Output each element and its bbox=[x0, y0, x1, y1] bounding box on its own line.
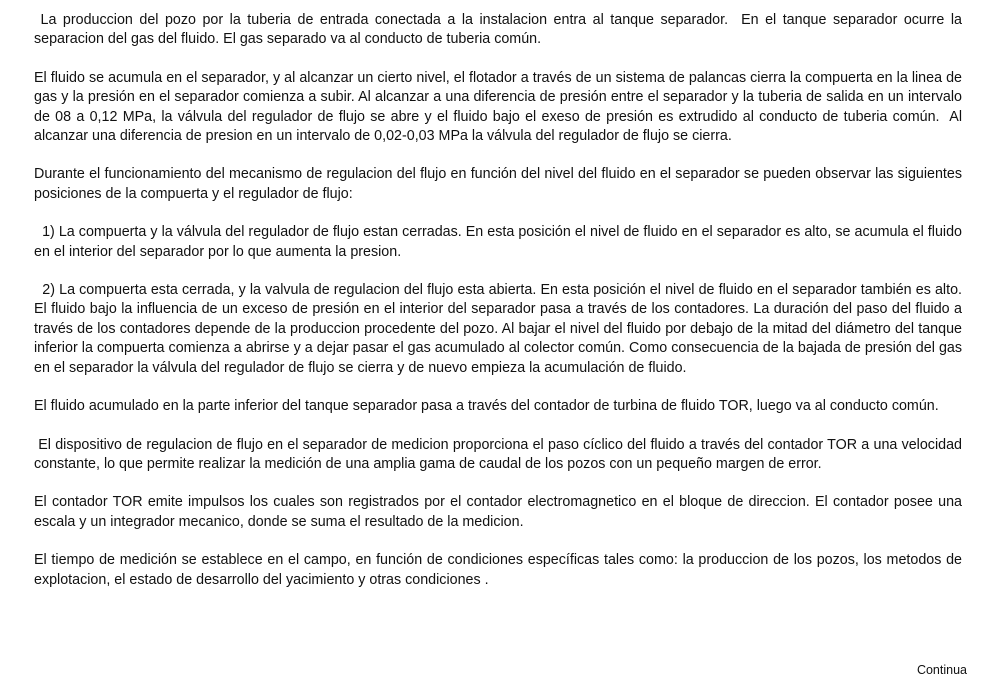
paragraph-position-1: 1) La compuerta y la válvula del regulador de flujo estan cerradas. En esta posición el nivel de fluido en el separador es alto, se acumula el fluido en el interior del separador por lo que aumenta la presion. bbox=[34, 224, 966, 260]
paragraph-regulation-device: El dispositivo de regulacion de flujo en el separador de medicion proporciona el paso cíclico del fluido a través del contador TOR a una velocidad constante, lo que permite realizar la medición de una amplia gama de caudal de los pozos con un pequeño margen de error. bbox=[34, 436, 966, 472]
paragraph-tor-flow: El fluido acumulado en la parte inferior del tanque separador pasa a través del contador de turbina de fluido TOR, luego va al conducto común. bbox=[34, 398, 939, 415]
paragraph-position-2: 2) La compuerta esta cerrada, y la valvula de regulacion del flujo esta abierta. En esta posición el nivel de fluido en el separador también es alto. El fluido bajo la influencia de un exceso de presión en el interior del separador pasa a través de los contadores. La duración del paso del fluido a través de los contadores depende de la produccion procedente del pozo. Al bajar el nivel del fluido por debajo de la mitad del diámetro del tanque inferior la compuerta comienza a abrirse y a dejar pasar el gas acumulado al colector común. Como consecuencia de la bajada de presión del gas en el separador la válvula del regulador de flujo se cierra y de nuevo empieza la acumulación de fluido. bbox=[34, 282, 966, 376]
paragraph-positions-intro: Durante el funcionamiento del mecanismo de regulacion del flujo en función del nivel del fluido en el separador se pueden observar las siguientes posiciones de la compuerta y el regulador de flujo: bbox=[34, 166, 966, 202]
paragraph-intro: La produccion del pozo por la tuberia de entrada conectada a la instalacion entra al tanque separador. En el tanque separador ocurre la separacion del gas del fluido. El gas separado va al conducto de tuberia común. bbox=[34, 12, 966, 48]
document-body bbox=[34, 11, 966, 609]
paragraph-measurement-time: El tiempo de medición se establece en el campo, en función de condiciones específicas tales como: la produccion de los pozos, los metodos de explotacion, el estado de desarrollo del yacimiento y otras condiciones . bbox=[34, 552, 966, 588]
paragraph-accumulation: El fluido se acumula en el separador, y al alcanzar un cierto nivel, el flotador a través de un sistema de palancas cierra la compuerta en la linea de gas y la presión en el separador comienza a subir. Al alcanzar a una diferencia de presión entre el separador y la tuberia de salida en un intervalo de 08 a 0,12 MPa, la válvula del regulador de flujo se abre y el fluido bajo el exeso de presión es extrudido al conducto de tuberia común. Al alcanzar una diferencia de presion en un intervalo de 0,02-0,03 MPa la válvula del regulador de flujo se cierra. bbox=[34, 69, 966, 145]
paragraph-tor-impulses: El contador TOR emite impulsos los cuales son registrados por el contador electromagnetico en el bloque de direccion. El contador posee una escala y un integrador mecanico, donde se suma el resultado de la medicion. bbox=[34, 494, 966, 530]
continue-label: Continua bbox=[916, 663, 967, 677]
